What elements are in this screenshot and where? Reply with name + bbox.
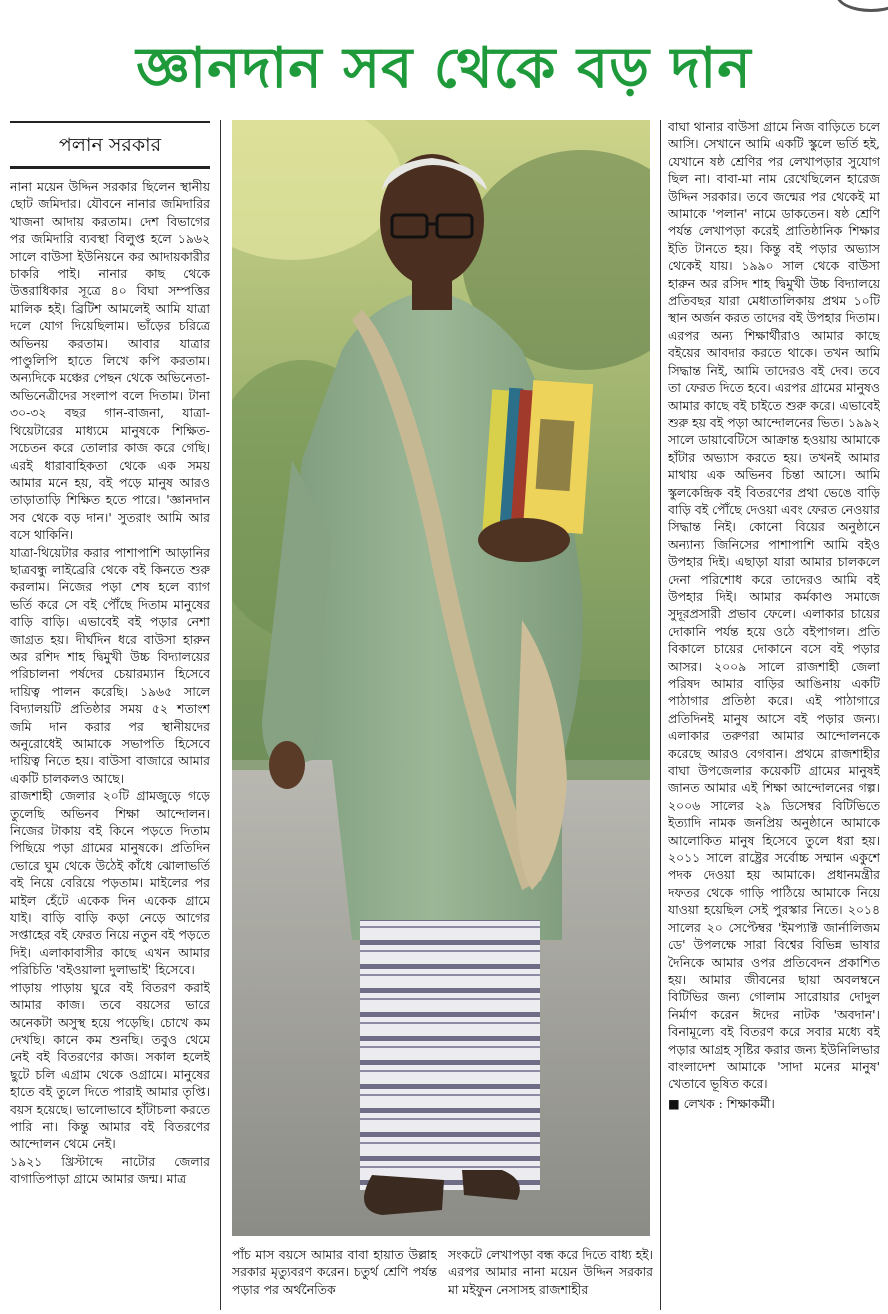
column-4-text: বাঘা থানার বাউসা গ্রামে নিজ বাড়িতে চলে আসি। সেখানে আমি একটি স্কুলে ভর্তি হই, যেখানে ষষ্ঠ শ্রেণির পর লেখাপড়ার সুযোগ ছিল না। বাবা-মা নাম রেখেছিলেন হারেজ উদ্দিন সরকার। তবে জন্মের পর থেকেই মা আমাকে 'পলান' নামে ডাকতেন। ষষ্ঠ শ্রেণি পর্যন্ত লেখাপড়া করেই প্রাতিষ্ঠানিক শিক্ষার ইতি টানতে হয়। কিন্তু বই পড়ার অভ্যাস থেকেই যায়। ১৯৯০ সাল থেকে বাউসা হারুন অর রসিদ শাহ দ্বিমুখী উচ্চ বিদ্যালয়ে প্রতিবছর যারা মেধাতালিকায় প্রথম ১০টি স্থান অর্জন করত তাদের বই উপহার দিতাম। এরপর অন্য শিক্ষার্থীরাও আমার কাছে বইয়ের আবদার করতে থাকে। তখন আমি সিদ্ধান্ত নিই, আমি তাদেরও বই দেব। তবে তা ফেরত দিতে হবে। এরপর গ্রামের মানুষও আমার কাছে বই চাইতে শুরু করে। এভাবেই শুরু হয় বই পড়া আন্দোলনের ভিত। ১৯৯২ সালে ডায়াবেটিসে আক্রান্ত হওয়ায় আমাকে হাঁটার অভ্যাস করতে হয়। তখনই আমার মাথায় এক অভিনব চিন্তা আসে। আমি স্কুলকেন্দ্রিক বই বিতরণের প্রথা ভেঙে বাড়ি বাড়ি বই পৌঁছে দেওয়া এবং ফেরত নেওয়ার সিদ্ধান্ত নিই। কোনো বিয়ের অনুষ্ঠানে অন্যান্য জিনিসের পাশাপাশি আমি বইও উপহার দিই। এছাড়া যারা আমার চালকলে দেনা পরিশোধ করে তাদেরও আমি বই উপহার দিই। আমার কর্মকাণ্ড সমাজে সুদূরপ্রসারী প্রভাব ফেলে। এলাকার চায়ের দোকানি পর্যন্ত হয়ে ওঠে বইপাগল। প্রতি বিকালে চায়ের দোকানে বসে বই পড়ার আসর। ২০০৯ সালে রাজশাহী জেলা পরিষদ আমার বাড়ির আঙিনায় একটি পাঠাগার প্রতিষ্ঠা করে। এই পাঠাগারে প্রতিদিনই মানুষ আসে বই পড়ার জন্য। এলাকার তরুণরা আমার আন্দোলনকে করেছে আরও বেগবান। প্রথমে রাজশাহীর বাঘা উপজেলার কয়েকটি গ্রামের মানুষই জানত আমার এই শিক্ষা আন্দোলনের গল্প। ২০০৬ সালের ২৯ ডিসেম্বর বিটিভিতে ইত্যাদি নামক জনপ্রিয় অনুষ্ঠানে আমাকে আলোকিত মানুষ হিসেবে তুলে ধরা হয়। ২০১১ সালে রাষ্ট্রের সর্বোচ্চ সম্মান একুশে পদক দেওয়া হয় আমাকে। প্রধানমন্ত্রীর দফতর থেকে গাড়ি পাঠিয়ে আমাকে নিয়ে যাওয়া হয়েছিল সেই পুরস্কার নিতে। ২০১৪ সালের ২০ সেপ্টেম্বর 'ইমপ্যাক্ট জার্নালিজম ডে' উপলক্ষে সারা বিশ্বের বিভিন্ন ভাষার দৈনিকে আমার ওপর প্রতিবেদন প্রকাশিত হয়। আমার জীবনের ছায়া অবলম্বনে বিটিভির জন্য গোলাম সারোয়ার দোদুল নির্মাণ করেন ঈদের নাটক 'অবদান'। বিনামূল্যে বই বিতরণ করে সবার মধ্যে বই পড়ার আগ্রহ সৃষ্টির করার জন্য ইউনিলিভার বাংলাদেশ আমাকে 'সাদা মনের মানুষ' খেতাবে ভূষিত করে।: [668, 119, 880, 1092]
column-divider: [220, 120, 221, 1310]
column-1-text: নানা ময়েন উদ্দিন সরকার ছিলেন স্থানীয় ছোট জমিদার। যৌবনে নানার জমিদারির খাজনা আদায় করতাম। দেশ বিভাগের পর জমিদারি ব্যবস্থা বিলুপ্ত হলে ১৯৬২ সালে বাউসা ইউনিয়নে কর আদায়কারীর চাকরি পাই। নানার কাছ থেকে উত্তরাধিকার সূত্রে ৪০ বিঘা সম্পত্তির মালিক হই। ব্রিটিশ আমলেই আমি যাত্রা দলে যোগ দিয়েছিলাম। ভাঁড়ের চরিত্রে অভিনয় করতাম। আবার যাত্রার পাণ্ডুলিপি হাতে লিখে কপি করতাম। অন্যদিকে মঞ্চের পেছন থেকে অভিনেতা-অভিনেত্রীদের সংলাপ বলে দিতাম। টানা ৩০-৩২ বছর গান-বাজনা, যাত্রা-থিয়েটারের মাধ্যমে মানুষকে শিক্ষিত-সচেতন করে তোলার কাজ করে গেছি। এরই ধারাবাহিকতা থেকে এক সময় আমার মনে হয়, বই পড়ে মানুষ আরও তাড়াতাড়ি শিক্ষিত হতে পারে। 'জ্ঞানদান সব থেকে বড় দান।' সুতরাং আমি আর বসে থাকিনি। যাত্রা-থিয়েটার করার পাশাপাশি আড়ানির ছাত্রবন্ধু লাইব্রেরি থেকে বই কিনতে শুরু করলাম। নিজের পড়া শেষ হলে ব্যাগ ভর্তি করে সে বই পৌঁছে দিতাম মানুষের বাড়ি বাড়ি। এভাবেই বই পড়ার নেশা জাগ্রত হয়। দীর্ঘদিন ধরে বাউসা হারুন অর রশিদ শাহ দ্বিমুখী উচ্চ বিদ্যালয়ের পরিচালনা পর্ষদের চেয়ারম্যান হিসেবে দায়িত্ব পালন করেছি। ১৯৬৫ সালে বিদ্যালয়টি প্রতিষ্ঠার সময় ৫২ শতাংশ জমি দান করার পর স্থানীয়দের অনুরোধেই আমাকে সভাপতি হিসেবে দায়িত্ব নিতে হয়। বাউসা বাজারে আমার একটি চালকলও আছে। রাজশাহী জেলার ২০টি গ্রামজুড়ে গড়ে তুলেছি অভিনব শিক্ষা আন্দোলন। নিজের টাকায় বই কিনে পড়তে দিতাম পিছিয়ে পড়া গ্রামের মানুষকে। প্রতিদিন ভোরে ঘুম থেকে উঠেই কাঁধে ঝোলাভর্তি বই নিয়ে বেরিয়ে পড়তাম। মাইলের পর মাইল হেঁটে একেক দিন একেক গ্রামে যাই। বাড়ি বাড়ি কড়া নেড়ে আগের সপ্তাহের বই ফেরত নিয়ে নতুন বই পড়তে দিই। এলাকাবাসীর কাছে এখন আমার পরিচিতি 'বইওয়ালা দুলাভাই' হিসেবে। পাড়ায় পাড়ায় ঘুরে বই বিতরণ করাই আমার কাজ। তবে বয়সের ভারে অনেকটা অসুস্থ হয়ে পড়েছি। চোখে কম দেখছি। কানে কম শুনছি। তবুও থেমে নেই বই বিতরণের কাজ। সকাল হলেই ছুটে চলি এগ্রাম থেকে ওগ্রামে। মানুষের হাতে বই তুলে দিতে পারাই আমার তৃপ্তি। বয়স হয়েছে। ভালোভাবে হাঁটাচলা করতে পারি না। কিন্তু আমার বই বিতরণের আন্দোলন থেমে নেই। ১৯২১ খ্রিস্টাব্দে নাটোর জেলার বাগাতিপাড়া গ্রামে আমার জন্ম। মাত্র: [10, 179, 210, 1187]
article-column-4: [668, 118, 880, 1310]
caption-right: [448, 1246, 653, 1310]
caption-right-text: সংকটে লেখাপড়া বন্ধ করে দিতে বাধ্য হই। এরপর আমার নানা ময়েন উদ্দিন সরকার মা মইফুন নেসাসহ রাজশাহীর: [448, 1247, 653, 1297]
headline: জ্ঞানদান সব থেকে বড় দান: [136, 36, 752, 101]
caption-left: [232, 1246, 437, 1310]
article-column-1: [10, 178, 210, 1310]
photo-man-with-books: [232, 120, 650, 1236]
column-divider: [660, 120, 661, 1310]
corner-mark: [836, 0, 888, 12]
author-note: ■ লেখক : শিক্ষাকর্মী।: [668, 1095, 775, 1111]
byline: পলান সরকার: [58, 134, 162, 156]
byline-box: [10, 121, 210, 169]
caption-left-text: পাঁচ মাস বয়সে আমার বাবা হায়াত উল্লাহ সরকার মৃত্যুবরণ করেন। চতুর্থ শ্রেণি পর্যন্ত পড়ার পর অর্থনৈতিক: [232, 1247, 437, 1297]
